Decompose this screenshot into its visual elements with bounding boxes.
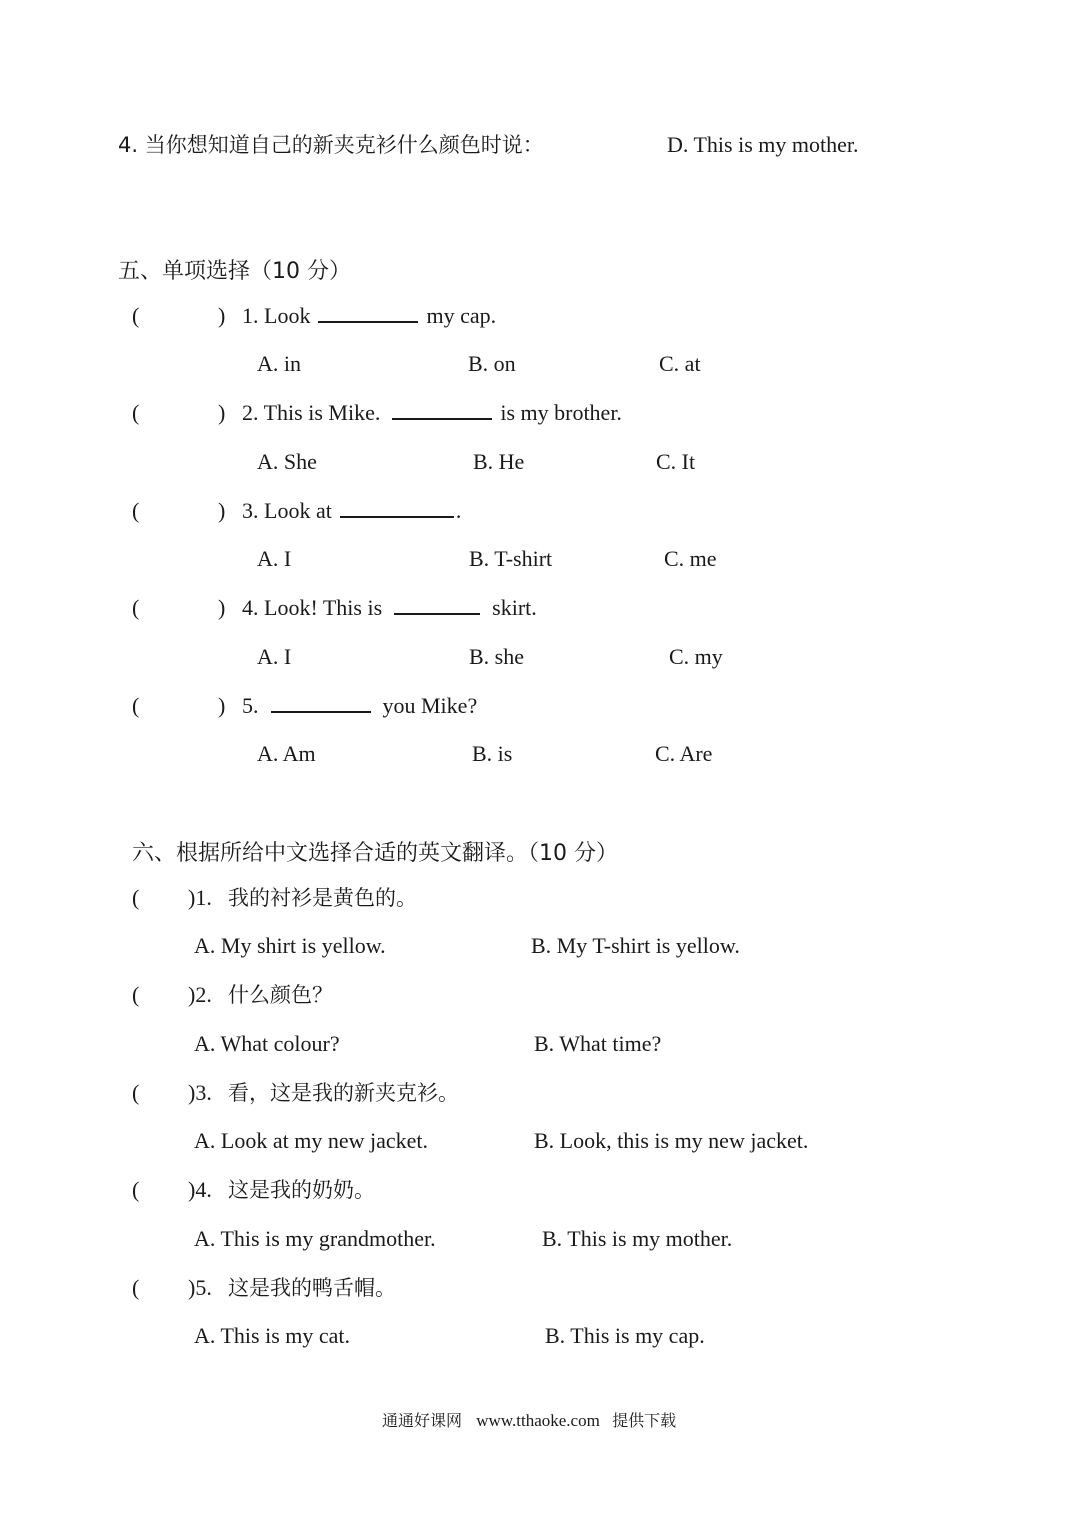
option-a: A. She [257,449,317,474]
option-a: A. This is my grandmother. [194,1226,436,1251]
question-4-text: 4. 当你想知道自己的新夹克衫什么颜色时说： [118,133,544,157]
question-stem [242,594,537,622]
question-number: )1. [188,885,212,910]
option-b: B. on [468,351,516,376]
chinese-prompt: 这是我的鸭舌帽。 [228,1276,396,1300]
chinese-prompt: 什么颜色？ [228,983,333,1007]
answer-paren-open: ( [132,498,140,523]
answer-paren-close: ) [218,693,226,718]
section-5-heading: 五、单项选择（10 分） [118,259,351,284]
option-a: A. What colour? [194,1031,340,1056]
answer-paren-open: ( [132,982,140,1007]
question-stem [242,399,622,427]
question-stem [242,302,496,330]
footer-download-text: 提供下载 [612,1411,677,1430]
answer-paren-open: ( [132,1275,140,1300]
option-b: B. He [473,449,525,474]
question-stem [242,692,477,720]
option-c: C. Are [655,741,713,766]
answer-paren-close: ) [218,400,226,425]
answer-paren-close: ) [218,303,226,328]
answer-blank [318,303,418,323]
footer-url: www.tthaoke.com [476,1411,600,1430]
stem-prefix: 4. Look! This is [242,595,383,620]
page-footer [382,1410,676,1432]
option-b: B. Look, this is my new jacket. [534,1128,809,1153]
chinese-prompt: 我的衬衫是黄色的。 [228,886,417,910]
answer-paren-open: ( [132,595,140,620]
answer-paren-open: ( [132,1080,140,1105]
question-number: )4. [188,1177,212,1202]
option-b: B. This is my cap. [545,1323,705,1348]
stem-suffix: is my brother. [500,400,622,425]
option-c: C. at [659,351,701,376]
answer-paren-close: ) [218,595,226,620]
option-c: C. me [664,546,717,571]
footer-site-name: 通通好课网 [382,1411,463,1430]
question-number: )2. [188,982,212,1007]
stem-prefix: 1. Look [242,303,311,328]
option-a: A. My shirt is yellow. [194,933,386,958]
question-number: )3. [188,1080,212,1105]
answer-blank [340,498,454,518]
question-stem [242,497,461,525]
answer-paren-open: ( [132,885,140,910]
option-a: A. Look at my new jacket. [194,1128,428,1153]
answer-blank [394,595,480,615]
stem-suffix: skirt. [492,595,537,620]
option-b: B. This is my mother. [542,1226,733,1251]
option-b: B. is [472,741,513,766]
answer-blank [271,693,371,713]
answer-paren-open: ( [132,303,140,328]
stem-suffix: my cap. [426,303,497,328]
answer-paren-open: ( [132,1177,140,1202]
option-a: A. This is my cat. [194,1323,351,1348]
option-a: A. Am [257,741,316,766]
option-b: B. My T-shirt is yellow. [531,933,740,958]
chinese-prompt: 这是我的奶奶。 [228,1178,375,1202]
stem-suffix: you Mike? [382,693,478,718]
option-c: C. my [669,644,723,669]
answer-paren-close: ) [218,498,226,523]
question-4-option-d: D. This is my mother. [667,132,859,157]
answer-paren-open: ( [132,400,140,425]
section-6-heading: 六、根据所给中文选择合适的英文翻译。（10 分） [132,841,618,866]
chinese-prompt: 看，这是我的新夹克衫。 [228,1081,459,1105]
question-number: )5. [188,1275,212,1300]
option-c: C. It [656,449,696,474]
answer-paren-open: ( [132,693,140,718]
stem-prefix: 3. Look at [242,498,332,523]
stem-prefix: 5. [242,693,259,718]
option-a: A. in [257,351,301,376]
option-b: B. she [469,644,524,669]
option-a: A. I [257,546,292,571]
option-b: B. T-shirt [469,546,553,571]
option-a: A. I [257,644,292,669]
stem-prefix: 2. This is Mike. [242,400,381,425]
option-b: B. What time? [534,1031,662,1056]
stem-suffix: . [455,498,462,523]
answer-blank [392,400,492,420]
